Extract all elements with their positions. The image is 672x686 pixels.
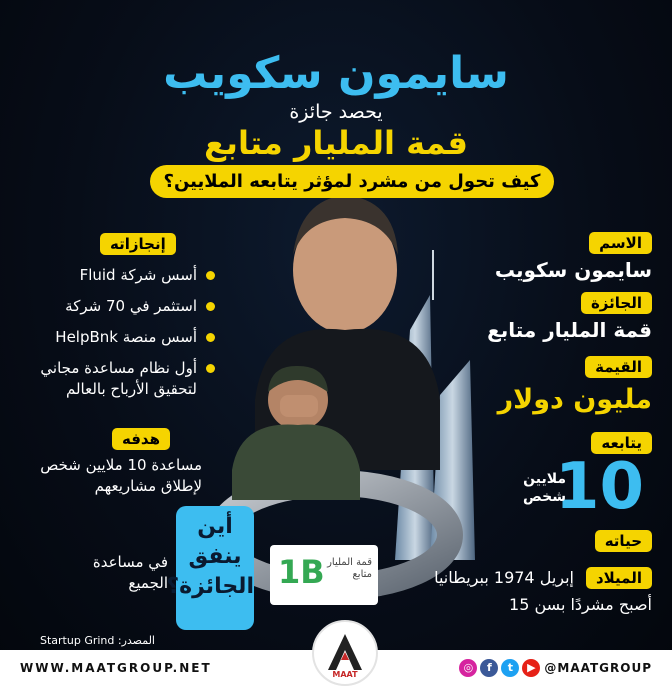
value-value: مليون دولار: [497, 384, 652, 415]
homeless-text: أصبح مشردًا بسن 15: [509, 595, 652, 614]
birth-label: الميلاد: [586, 567, 652, 589]
bullet-icon: [206, 333, 215, 342]
achievements-heading: إنجازاته: [100, 233, 176, 255]
goal-heading: هدفه: [112, 428, 170, 450]
value-label: القيمة: [585, 356, 652, 378]
social-handle[interactable]: @MAATGROUP: [544, 661, 652, 675]
birth-value: إبريل 1974 ببريطانيا: [434, 568, 574, 587]
website-link[interactable]: WWW.MAATGROUP.NET: [20, 661, 212, 675]
twitter-icon[interactable]: t: [501, 659, 519, 677]
bullet-icon: [206, 271, 215, 280]
spend-question: أين ينفق الجائزة؟: [166, 514, 254, 599]
bullet-icon: [206, 302, 215, 311]
maat-logo-mark: [314, 628, 376, 674]
goal-text: مساعدة 10 ملايين شخص لإطلاق مشاريعهم: [40, 456, 202, 495]
prize-value: قمة المليار متابع: [487, 318, 652, 342]
logo-text: قمة المليار متابع: [327, 557, 372, 580]
source-line: [40, 634, 155, 647]
followers-label: يتابعه: [591, 432, 652, 454]
life-label: حياته: [595, 530, 652, 552]
youtube-icon[interactable]: ▶: [522, 659, 540, 677]
award-title: قمة المليار متابع: [204, 124, 468, 162]
achievement-item: أسس منصة HelpBnk: [40, 327, 215, 348]
logo-mark: 1B: [278, 553, 325, 591]
facebook-icon[interactable]: f: [480, 659, 498, 677]
achievement-item: استثمر في 70 شركة: [40, 296, 215, 317]
name-label: الاسم: [589, 232, 652, 254]
prize-label: الجائزة: [581, 292, 652, 314]
maat-logo-text: MAAT: [332, 670, 358, 679]
billion-followers-logo: [270, 545, 378, 605]
source-value: Startup Grind: [40, 634, 115, 647]
maat-logo: [312, 620, 378, 686]
followers-number: 10: [554, 450, 644, 524]
followers-unit: ملايين شخص: [523, 471, 566, 505]
achievement-item: أول نظام مساعدة مجاني لتحقيق الأرباح بالعالم: [40, 358, 215, 400]
page-subtitle: يحصد جائزة: [289, 101, 383, 123]
name-value: سايمون سكويب: [494, 258, 652, 282]
spend-box: [166, 506, 254, 630]
instagram-icon[interactable]: ◎: [459, 659, 477, 677]
page-title: سايمون سكويب: [163, 48, 509, 99]
bullet-icon: [206, 364, 215, 373]
achievement-item: أسس شركة Fluid: [40, 265, 215, 286]
footer-bar: [0, 650, 672, 686]
headline-question: كيف تحول من مشرد لمؤثر يتابعه الملايين؟: [150, 165, 554, 198]
social-bar: [456, 659, 652, 677]
achievements-list: [40, 265, 215, 410]
source-label: المصدر:: [117, 634, 155, 647]
spend-note: في مساعدة الجميع: [92, 553, 168, 592]
